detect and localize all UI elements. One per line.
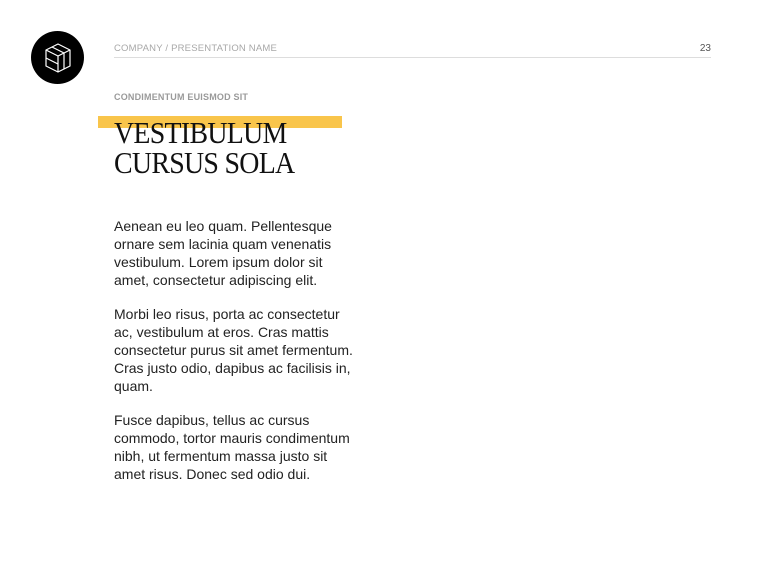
paragraph-1: Aenean eu leo quam. Pellentesque ornare sem lacinia quam venenatis vestibulum. Lorem ipsum dolor sit amet, consectetur adipiscing elit. <box>114 218 332 288</box>
isometric-cube-icon <box>43 42 73 74</box>
title-line-1: VESTIBULUM <box>114 115 287 150</box>
page-title <box>114 115 295 180</box>
body-text <box>114 217 359 499</box>
section-eyebrow: CONDIMENTUM EUISMOD SIT <box>114 92 249 102</box>
page-number: 23 <box>699 43 711 54</box>
logo <box>31 31 84 84</box>
breadcrumb: COMPANY / PRESENTATION NAME <box>114 43 278 54</box>
paragraph-2: Morbi leo risus, porta ac consectetur ac, vestibulum at eros. Cras mattis consectetur purus sit amet fermentum. Cras justo odio, dapibus ac facilisis in, quam. <box>114 306 353 394</box>
header-divider <box>114 57 711 58</box>
title-line-2: CURSUS SOLA <box>114 145 295 180</box>
paragraph-3: Fusce dapibus, tellus ac cursus commodo, tortor mauris condimentum nibh, ut fermentum massa justo sit amet risus. Donec sed odio dui. <box>114 412 350 482</box>
